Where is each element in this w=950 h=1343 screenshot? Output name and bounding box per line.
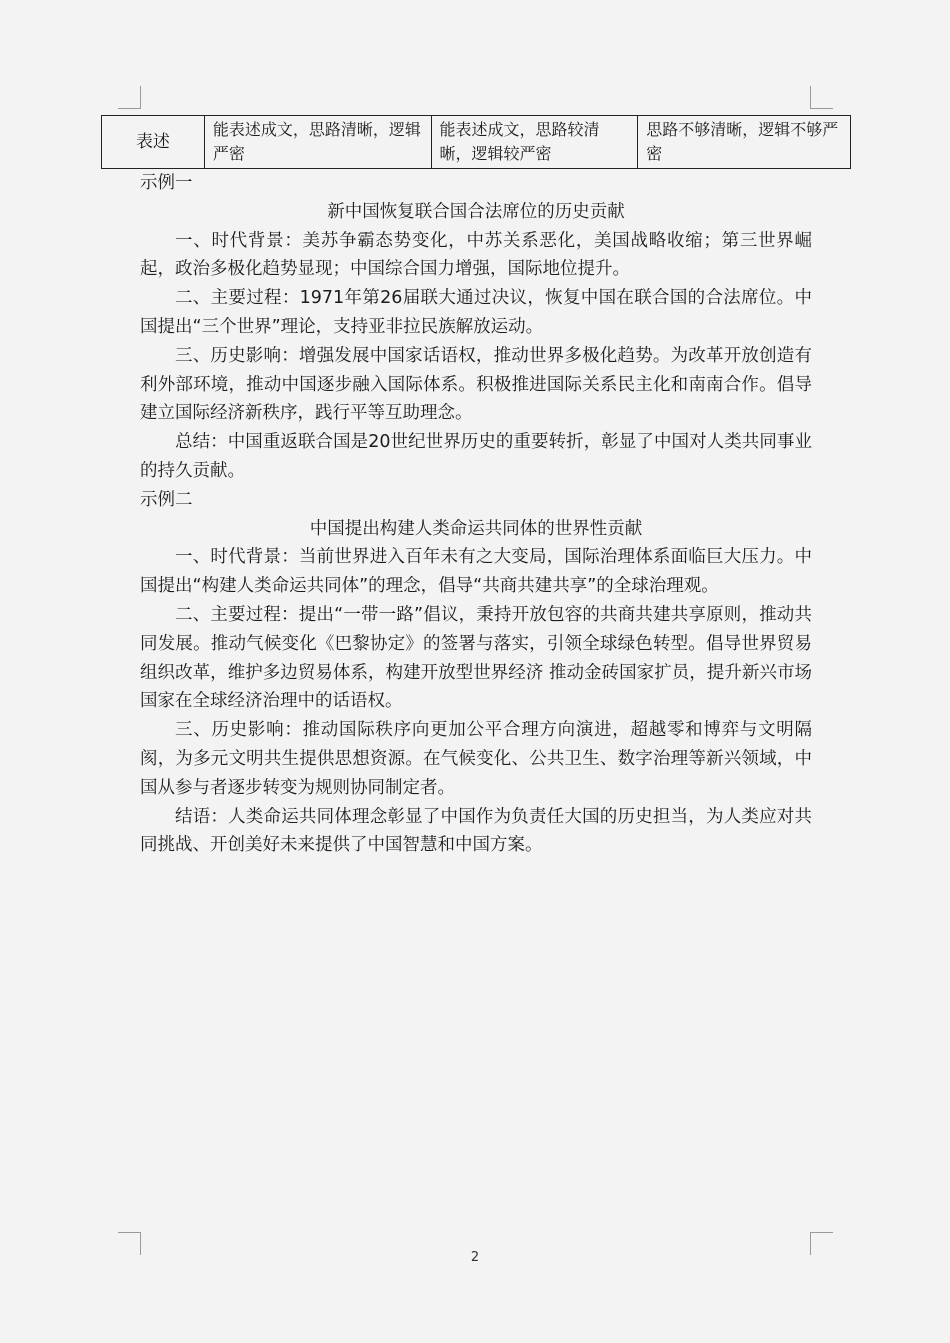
document-body: [140, 169, 812, 860]
crop-mark-top-right: [810, 86, 833, 109]
example-2-paragraph: 三、历史影响：推动国际秩序向更加公平合理方向演进，超越零和博弈与文明隔阂，为多元文明共生提供思想资源。在气候变化、公共卫生、数字治理等新兴领域，中国从参与者逐步转变为规则协同制定者。: [140, 720, 812, 798]
example-2-conclusion: 结语：人类命运共同体理念彰显了中国作为负责任大国的历史担当，为人类应对共同挑战、开创美好未来提供了中国智慧和中国方案。: [140, 806, 812, 856]
example-1-summary: 总结：中国重返联合国是20世纪世界历史的重要转折，彰显了中国对人类共同事业的持久贡献。: [140, 432, 812, 481]
table-row: [102, 116, 851, 169]
rubric-level-2: 能表述成文，思路较清晰，逻辑较严密: [431, 116, 638, 169]
rubric-level-3: 思路不够清晰，逻辑不够严密: [638, 116, 851, 169]
example-1-title: 新中国恢复联合国合法席位的历史贡献: [327, 201, 625, 222]
example-2-paragraph: 一、时代背景：当前世界进入百年未有之大变局，国际治理体系面临巨大压力。中国提出“构建人类命运共同体”的理念，倡导“共商共建共享”的全球治理观。: [140, 547, 812, 597]
example-2-label: 示例二: [140, 489, 193, 510]
example-1-paragraph: 三、历史影响：增强发展中国家话语权，推动世界多极化趋势。为改革开放创造有利外部环境，推动中国逐步融入国际体系。积极推进国际关系民主化和南南合作。倡导建立国际经济新秩序，践行平等互助理念。: [140, 345, 812, 424]
example-2-paragraph: 二、主要过程：提出“一带一路”倡议，秉持开放包容的共商共建共享原则，推动共同发展。推动气候变化《巴黎协定》的签署与落实，引领全球绿色转型。倡导世界贸易组织改革，维护多边贸易体系，构建开放型世界经济 推动金砖国家扩员，提升新兴市场国家在全球经济治理中的话语权。: [140, 604, 812, 712]
example-2-title: 中国提出构建人类命运共同体的世界性贡献: [309, 518, 643, 539]
page-number: 2: [470, 1250, 480, 1265]
crop-mark-top-left: [118, 86, 141, 109]
example-1-paragraph: 一、时代背景：美苏争霸态势变化，中苏关系恶化，美国战略收缩；第三世界崛起，政治多极化趋势显现；中国综合国力增强，国际地位提升。: [140, 230, 812, 280]
rubric-level-1: 能表述成文，思路清晰，逻辑严密: [204, 116, 431, 169]
rubric-criterion-label: 表述: [102, 116, 205, 169]
example-1-label: 示例一: [140, 173, 193, 193]
example-1-paragraph: 二、主要过程：1971年第26届联大通过决议，恢复中国在联合国的合法席位。中国提出“三个世界”理论，支持亚非拉民族解放运动。: [140, 288, 812, 337]
scoring-rubric-table: [101, 115, 851, 169]
